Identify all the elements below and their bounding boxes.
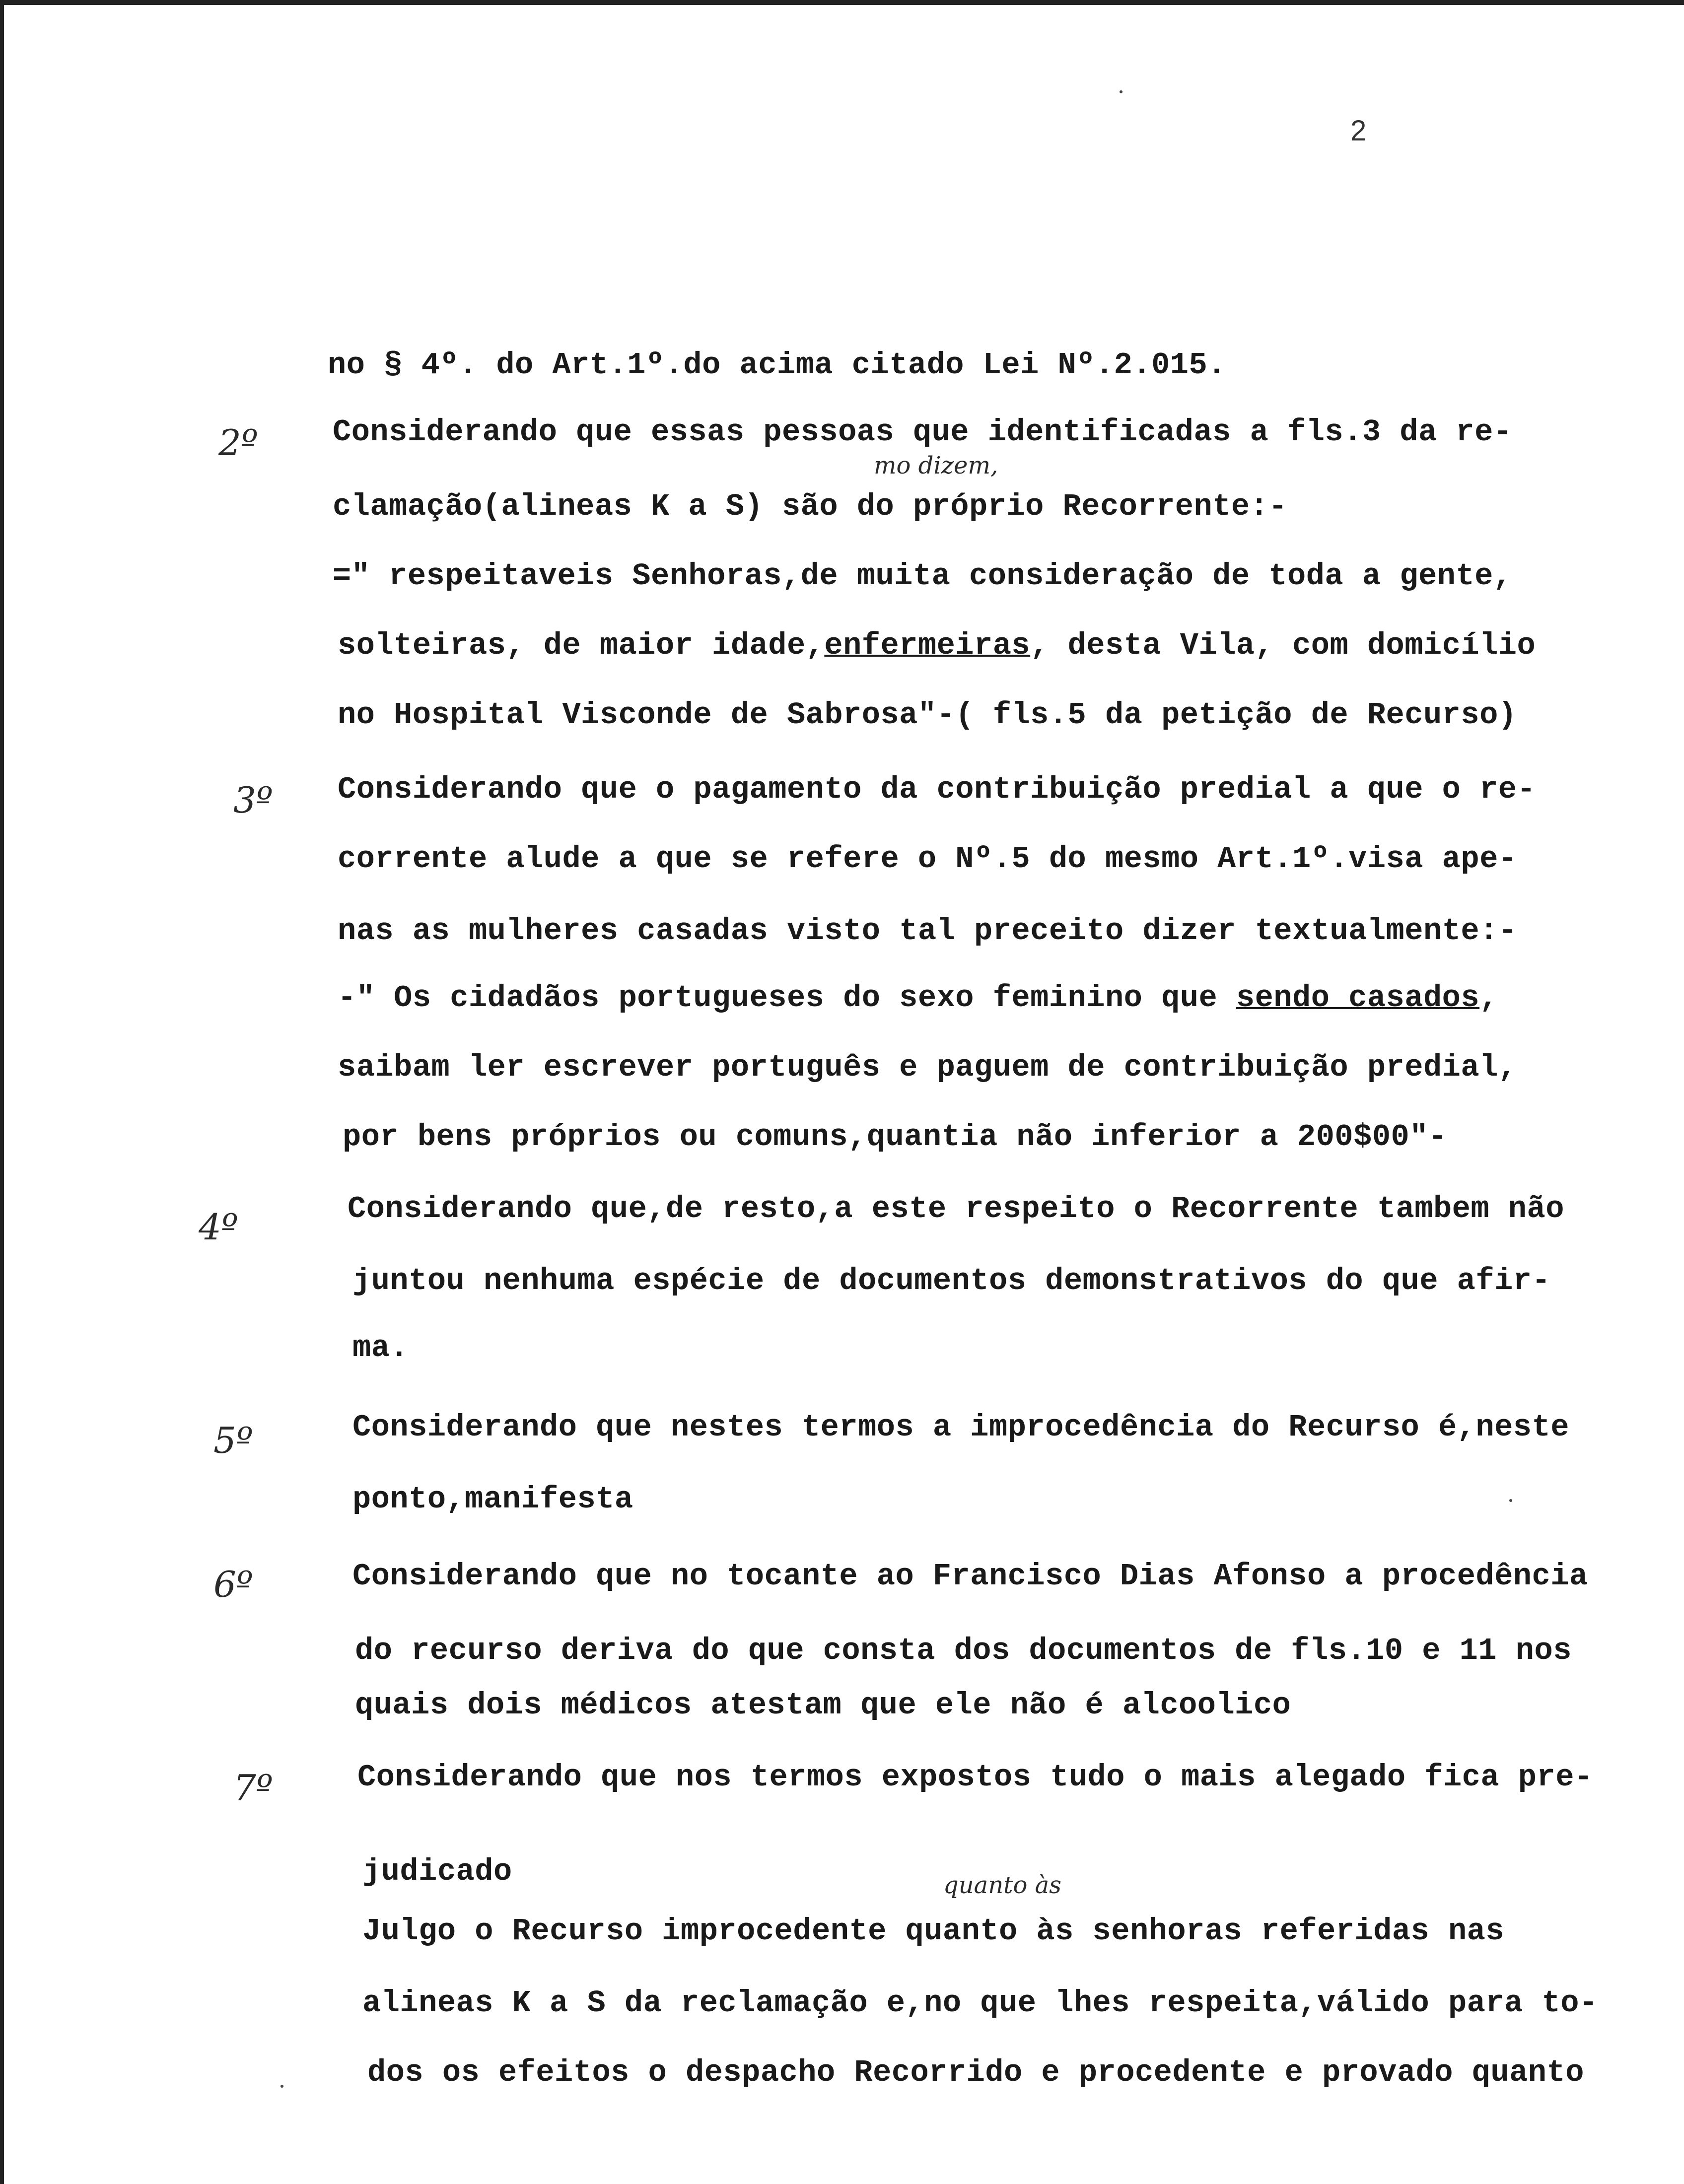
text-line [338,980,1498,1016]
page-number: 2 [1350,115,1367,147]
scan-speck [1509,1499,1512,1502]
text-line: clamação(alineas K a S) são do próprio Recorrente:- [333,489,1288,524]
text-line: Considerando que nestes termos a improcedência do Recurso é,neste [352,1410,1569,1445]
underlined-text: enfermeiras [824,628,1031,663]
text-line: judicado [362,1854,512,1889]
text-line: Considerando que o pagamento da contribuição predial a que o re- [338,772,1536,807]
text-line: do recurso deriva do que consta dos documentos de fls.10 e 11 nos [355,1633,1572,1668]
text-line: Considerando que nos termos expostos tudo o mais alegado fica pre- [357,1760,1593,1795]
text-line: ma. [352,1330,409,1365]
text-line: por bens próprios ou comuns,quantia não inferior a 200$00"- [343,1119,1447,1155]
text-segment: solteiras, de maior idade, [338,628,825,663]
text-segment: , [1479,980,1498,1016]
underlined-text: sendo casados [1236,980,1480,1016]
scan-speck [281,2085,283,2088]
page-edge-top [0,0,1684,5]
text-line: saibam ler escrever português e paguem de contribuição predial, [338,1050,1517,1085]
text-line [338,628,1536,663]
margin-note-2: 2º [218,422,258,464]
text-line: Considerando que no tocante ao Francisco Dias Afonso a procedência [352,1559,1588,1594]
text-line: no § 4º. do Art.1º.do acima citado Lei Nº.2.015. [328,347,1226,383]
text-line: Considerando que,de resto,a este respeito o Recorrente tambem não [348,1191,1564,1227]
text-line: corrente alude a que se refere o Nº.5 do mesmo Art.1º.visa ape- [338,841,1517,877]
text-line: dos os efeitos o despacho Recorrido e procedente e provado quanto [367,2055,1584,2090]
margin-note-6: 6º [213,1564,253,1605]
text-line: no Hospital Visconde de Sabrosa"-( fls.5 da petição de Recurso) [338,697,1517,733]
page-edge-left [0,0,4,2184]
text-line: Julgo o Recurso improcedente quanto às senhoras referidas nas [362,1913,1505,1949]
text-line: quais dois médicos atestam que ele não é alcoolico [355,1688,1291,1723]
text-line: =" respeitaveis Senhoras,de muita consideração de toda a gente, [333,558,1512,594]
text-line: alineas K a S da reclamação e,no que lhes respeita,válido para to- [362,1985,1598,2021]
text-line: ponto,manifesta [352,1482,633,1517]
margin-note-7: 7º [233,1767,273,1809]
text-line: Considerando que essas pessoas que identificadas a fls.3 da re- [333,414,1512,450]
margin-note-5: 5º [213,1420,253,1461]
margin-note-4: 4º [199,1206,238,1248]
handwritten-insertion: quanto às [943,1871,1061,1899]
scan-speck [1120,90,1123,93]
text-segment: -" Os cidadãos portugueses do sexo feminino que [338,980,1236,1016]
margin-note-3: 3º [233,779,273,821]
text-segment: , desta Vila, com domicílio [1030,628,1536,663]
text-line: juntou nenhuma espécie de documentos demonstrativos do que afir- [352,1263,1551,1298]
text-line: nas as mulheres casadas visto tal preceito dizer textualmente:- [338,913,1517,949]
handwritten-insertion: mo dizem, [874,452,998,479]
